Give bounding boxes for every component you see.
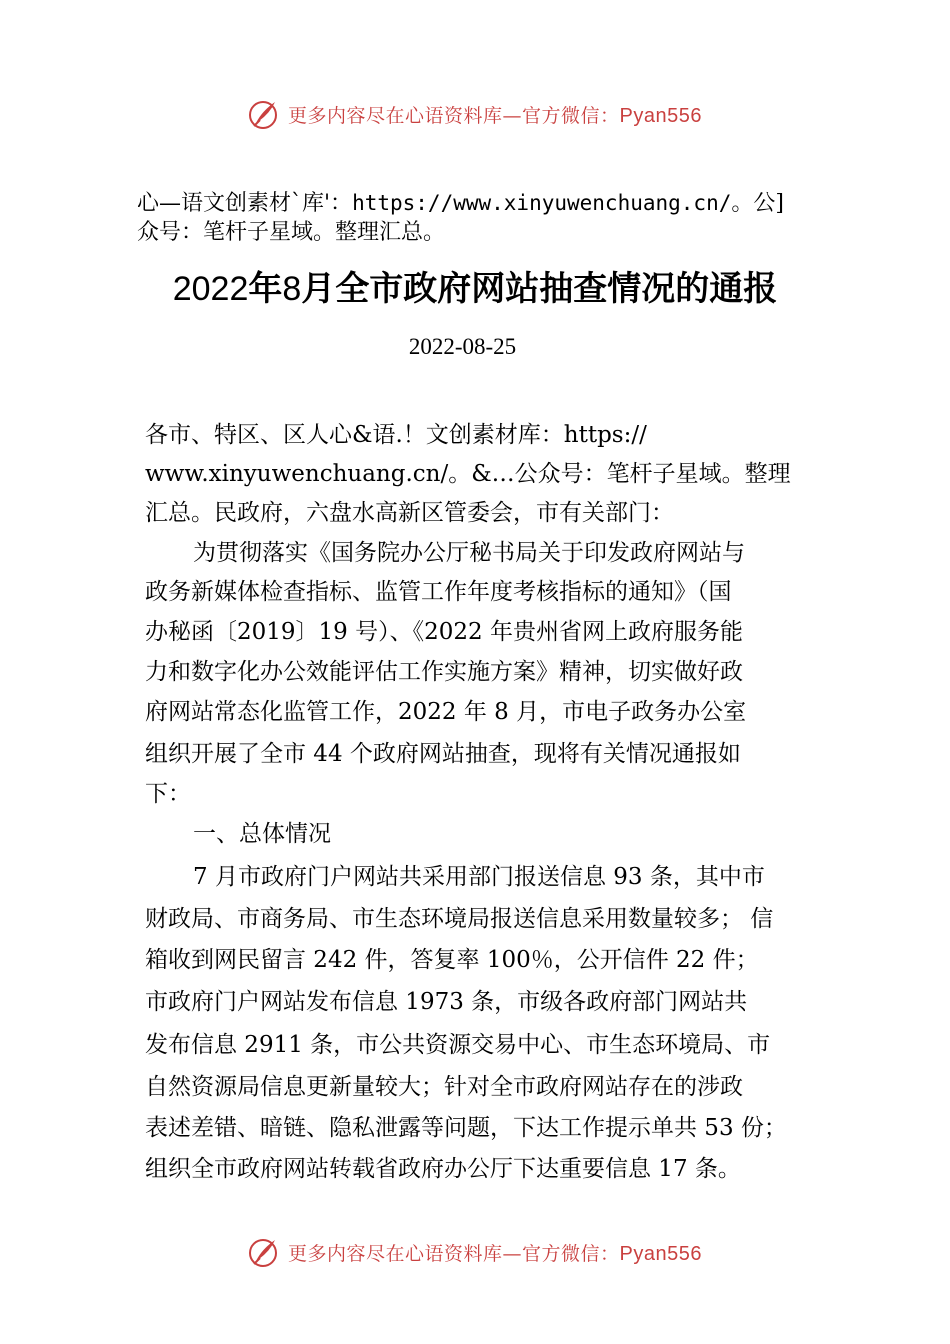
intro-text-line: 众号：笔杆子星域。整理汇总。 — [137, 220, 446, 245]
section-heading: 一、总体情况 — [193, 821, 331, 847]
body-line: 组织全市政府网站转载省政府办公厅下达重要信息 17 条。 — [145, 1156, 741, 1182]
document-date: 2022-08-25 — [408, 334, 517, 359]
header-watermark-banner — [0, 94, 950, 134]
feather-pen-logo-icon — [248, 1235, 282, 1269]
body-line: 为贯彻落实《国务院办公厅秘书局关于印发政府网站与 — [193, 540, 745, 566]
body-line: 财政局、市商务局、市生态环境局报送信息采用数量较多； 信 — [145, 906, 774, 932]
document-title: 2022年8月全市政府网站抽查情况的通报 — [172, 269, 778, 309]
intro-text-line: 心—语文创素材`库'：https://www.xinyuwenchuang.cn/。公] — [137, 191, 784, 216]
feather-pen-logo-icon — [248, 97, 282, 131]
body-line: 力和数字化办公效能评估工作实施方案》精神，切实做好政 — [145, 659, 743, 685]
watermark-text: 更多内容尽在心语资料库—官方微信：Pyan556 — [288, 104, 702, 127]
body-line: 下： — [145, 781, 191, 807]
body-line: 汇总。民政府，六盘水高新区管委会，市有关部门： — [145, 500, 674, 526]
body-line: 发布信息 2911 条，市公共资源交易中心、市生态环境局、市 — [145, 1032, 771, 1058]
body-line: 7 月市政府门户网站共采用部门报送信息 93 条，其中市 — [193, 864, 765, 890]
footer-watermark-banner — [0, 1232, 950, 1272]
watermark-text: 更多内容尽在心语资料库—官方微信：Pyan556 — [288, 1242, 702, 1265]
body-line: 组织开展了全市 44 个政府网站抽查，现将有关情况通报如 — [145, 741, 741, 767]
body-line: 政务新媒体检查指标、监管工作年度考核指标的通知》（国 — [145, 579, 732, 605]
body-line: 表述差错、暗链、隐私泄露等问题，下达工作提示单共 53 份； — [145, 1115, 787, 1141]
body-line: 自然资源局信息更新量较大；针对全市政府网站存在的涉政 — [145, 1074, 743, 1100]
body-line: www.xinyuwenchuang.cn/。&…公众号：笔杆子星域。整理 — [145, 461, 791, 487]
body-line: 办秘函〔2019〕19 号）、《2022 年贵州省网上政府服务能 — [145, 619, 743, 645]
body-line: 市政府门户网站发布信息 1973 条，市级各政府部门网站共 — [145, 989, 748, 1015]
body-line: 箱收到网民留言 242 件，答复率 100％，公开信件 22 件； — [145, 947, 759, 973]
body-line: 各市、特区、区人心&语.！文创素材库：https:// — [145, 422, 647, 448]
body-line: 府网站常态化监管工作，2022 年 8 月，市电子政务办公室 — [145, 699, 747, 725]
